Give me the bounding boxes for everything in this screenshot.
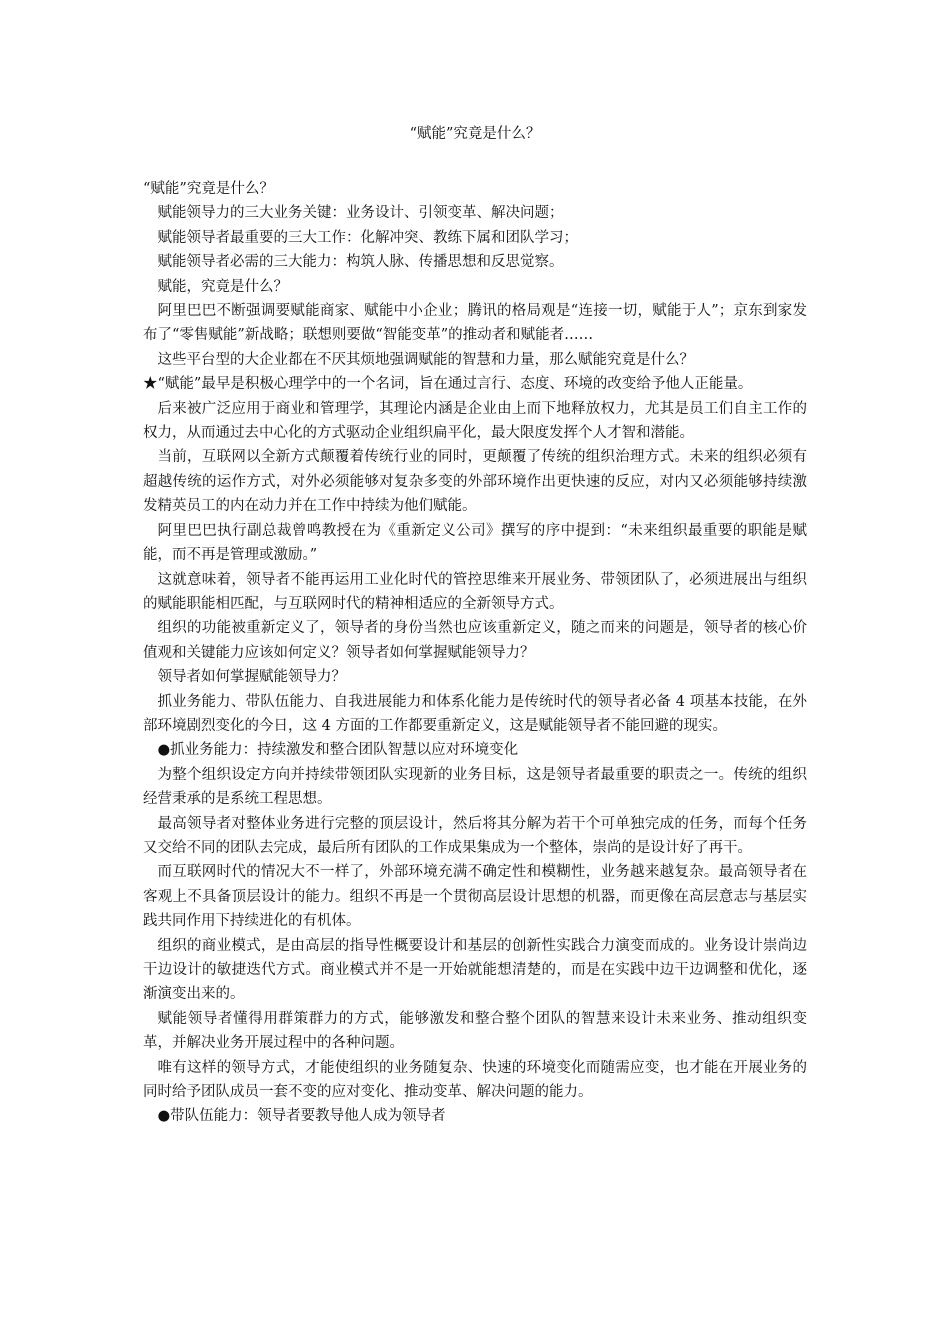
- paragraph: 赋能领导者必需的三大能力：构筑人脉、传播思想和反思觉察。: [157, 254, 564, 271]
- paragraph: 赋能领导者最重要的三大工作：化解冲突、教练下属和团队学习；: [157, 229, 578, 246]
- paragraph: 最高领导者对整体业务进行完整的顶层设计，然后将其分解为若干个可单独完成的任务，而每个任务又交给不同的团队去完成，最后所有团队的工作成果集成为一个整体，崇尚的是设计好了再干。: [143, 815, 807, 856]
- paragraph: 这就意味着，领导者不能再运用工业化时代的管控思维来开展业务、带领团队了，必须进展出与组织的赋能职能相匹配，与互联网时代的精神相适应的全新领导方式。: [143, 571, 807, 612]
- paragraph: 后来被广泛应用于商业和管理学，其理论内涵是企业由上而下地释放权力，尤其是员工们自主工作的权力，从而通过去中心化的方式驱动企业组织扁平化，最大限度发挥个人才智和潜能。: [143, 400, 807, 442]
- paragraph: 唯有这样的领导方式，才能使组织的业务随复杂、快速的环境变化而随需应变，也才能在开展业务的同时给予团队成员一套不变的应对变化、推动变革、解决问题的能力。: [143, 1059, 807, 1101]
- paragraph: 这些平台型的大企业都在不厌其烦地强调赋能的智慧和力量，那么赋能究竟是什么？: [157, 351, 694, 368]
- paragraph: 组织的商业模式，是由高层的指导性概要设计和基层的创新性实践合力演变而成的。业务设计崇尚边干边设计的敏捷迭代方式。商业模式并不是一开始就能想清楚的，而是在实践中边干边调整和优化，逐渐演变出来的。: [143, 937, 807, 1003]
- paragraph: 阿里巴巴不断强调要赋能商家、赋能中小企业；腾讯的格局观是“连接一切，赋能于人”；京东到家发布了“零售赋能”新战略；联想则要做“智能变革”的推动者和赋能者……: [143, 303, 807, 344]
- paragraph: 赋能领导者懂得用群策群力的方式，能够激发和整合整个团队的智慧来设计未来业务、推动组织变革，并解决业务开展过程中的各种问题。: [143, 1010, 807, 1052]
- paragraph-bullet-heading: ●抓业务能力：持续激发和整合团队智慧以应对环境变化: [157, 742, 519, 759]
- paragraph-section-heading: 领导者如何掌握赋能领导力？: [157, 669, 346, 686]
- document-body: [143, 177, 807, 1129]
- paragraph-section-heading: 赋能，究竟是什么？: [157, 278, 288, 295]
- paragraph: 阿里巴巴执行副总裁曾鸣教授在为《重新定义公司》撰写的序中提到：“未来组织最重要的职能是赋能，而不再是管理或激励。”: [143, 522, 807, 564]
- paragraph-star-note: ★“赋能”最早是积极心理学中的一个名词，旨在通过言行、态度、环境的改变给予他人正能量。: [143, 376, 753, 393]
- paragraph: 赋能领导力的三大业务关键：业务设计、引领变革、解决问题；: [157, 205, 564, 222]
- paragraph-subtitle: “赋能”究竟是什么？: [143, 181, 274, 197]
- paragraph: 当前，互联网以全新方式颠覆着传统行业的同时，更颠覆了传统的组织治理方式。未来的组织必须有超越传统的运作方式，对外必须能够对复杂多变的外部环境作出更快速的反应，对内又必须能够持续激发精英员工的内在动力并在工作中持续为他们赋能。: [143, 449, 807, 515]
- paragraph: 组织的功能被重新定义了，领导者的身份当然也应该重新定义，随之而来的问题是，领导者的核心价值观和关键能力应该如何定义？领导者如何掌握赋能领导力？: [143, 620, 807, 661]
- document-title: “赋能”究竟是什么？: [409, 126, 541, 142]
- paragraph: 而互联网时代的情况大不一样了，外部环境充满不确定性和模糊性，业务越来越复杂。最高领导者在客观上不具备顶层设计的能力。组织不再是一个贯彻高层设计思想的机器，而更像在高层意志与基层实践共同作用下持续进化的有机体。: [143, 864, 807, 930]
- paragraph: 为整个组织设定方向并持续带领团队实现新的业务目标，这是领导者最重要的职责之一。传统的组织经营秉承的是系统工程思想。: [143, 766, 807, 808]
- paragraph: 抓业务能力、带队伍能力、自我进展能力和体系化能力是传统时代的领导者必备 4 项基本技能，在外部环境剧烈变化的今日，这 4 方面的工作都要重新定义，这是赋能领导者不能回避的现实。: [143, 693, 807, 734]
- paragraph-bullet-heading: ●带队伍能力：领导者要教导他人成为领导者: [157, 1108, 446, 1125]
